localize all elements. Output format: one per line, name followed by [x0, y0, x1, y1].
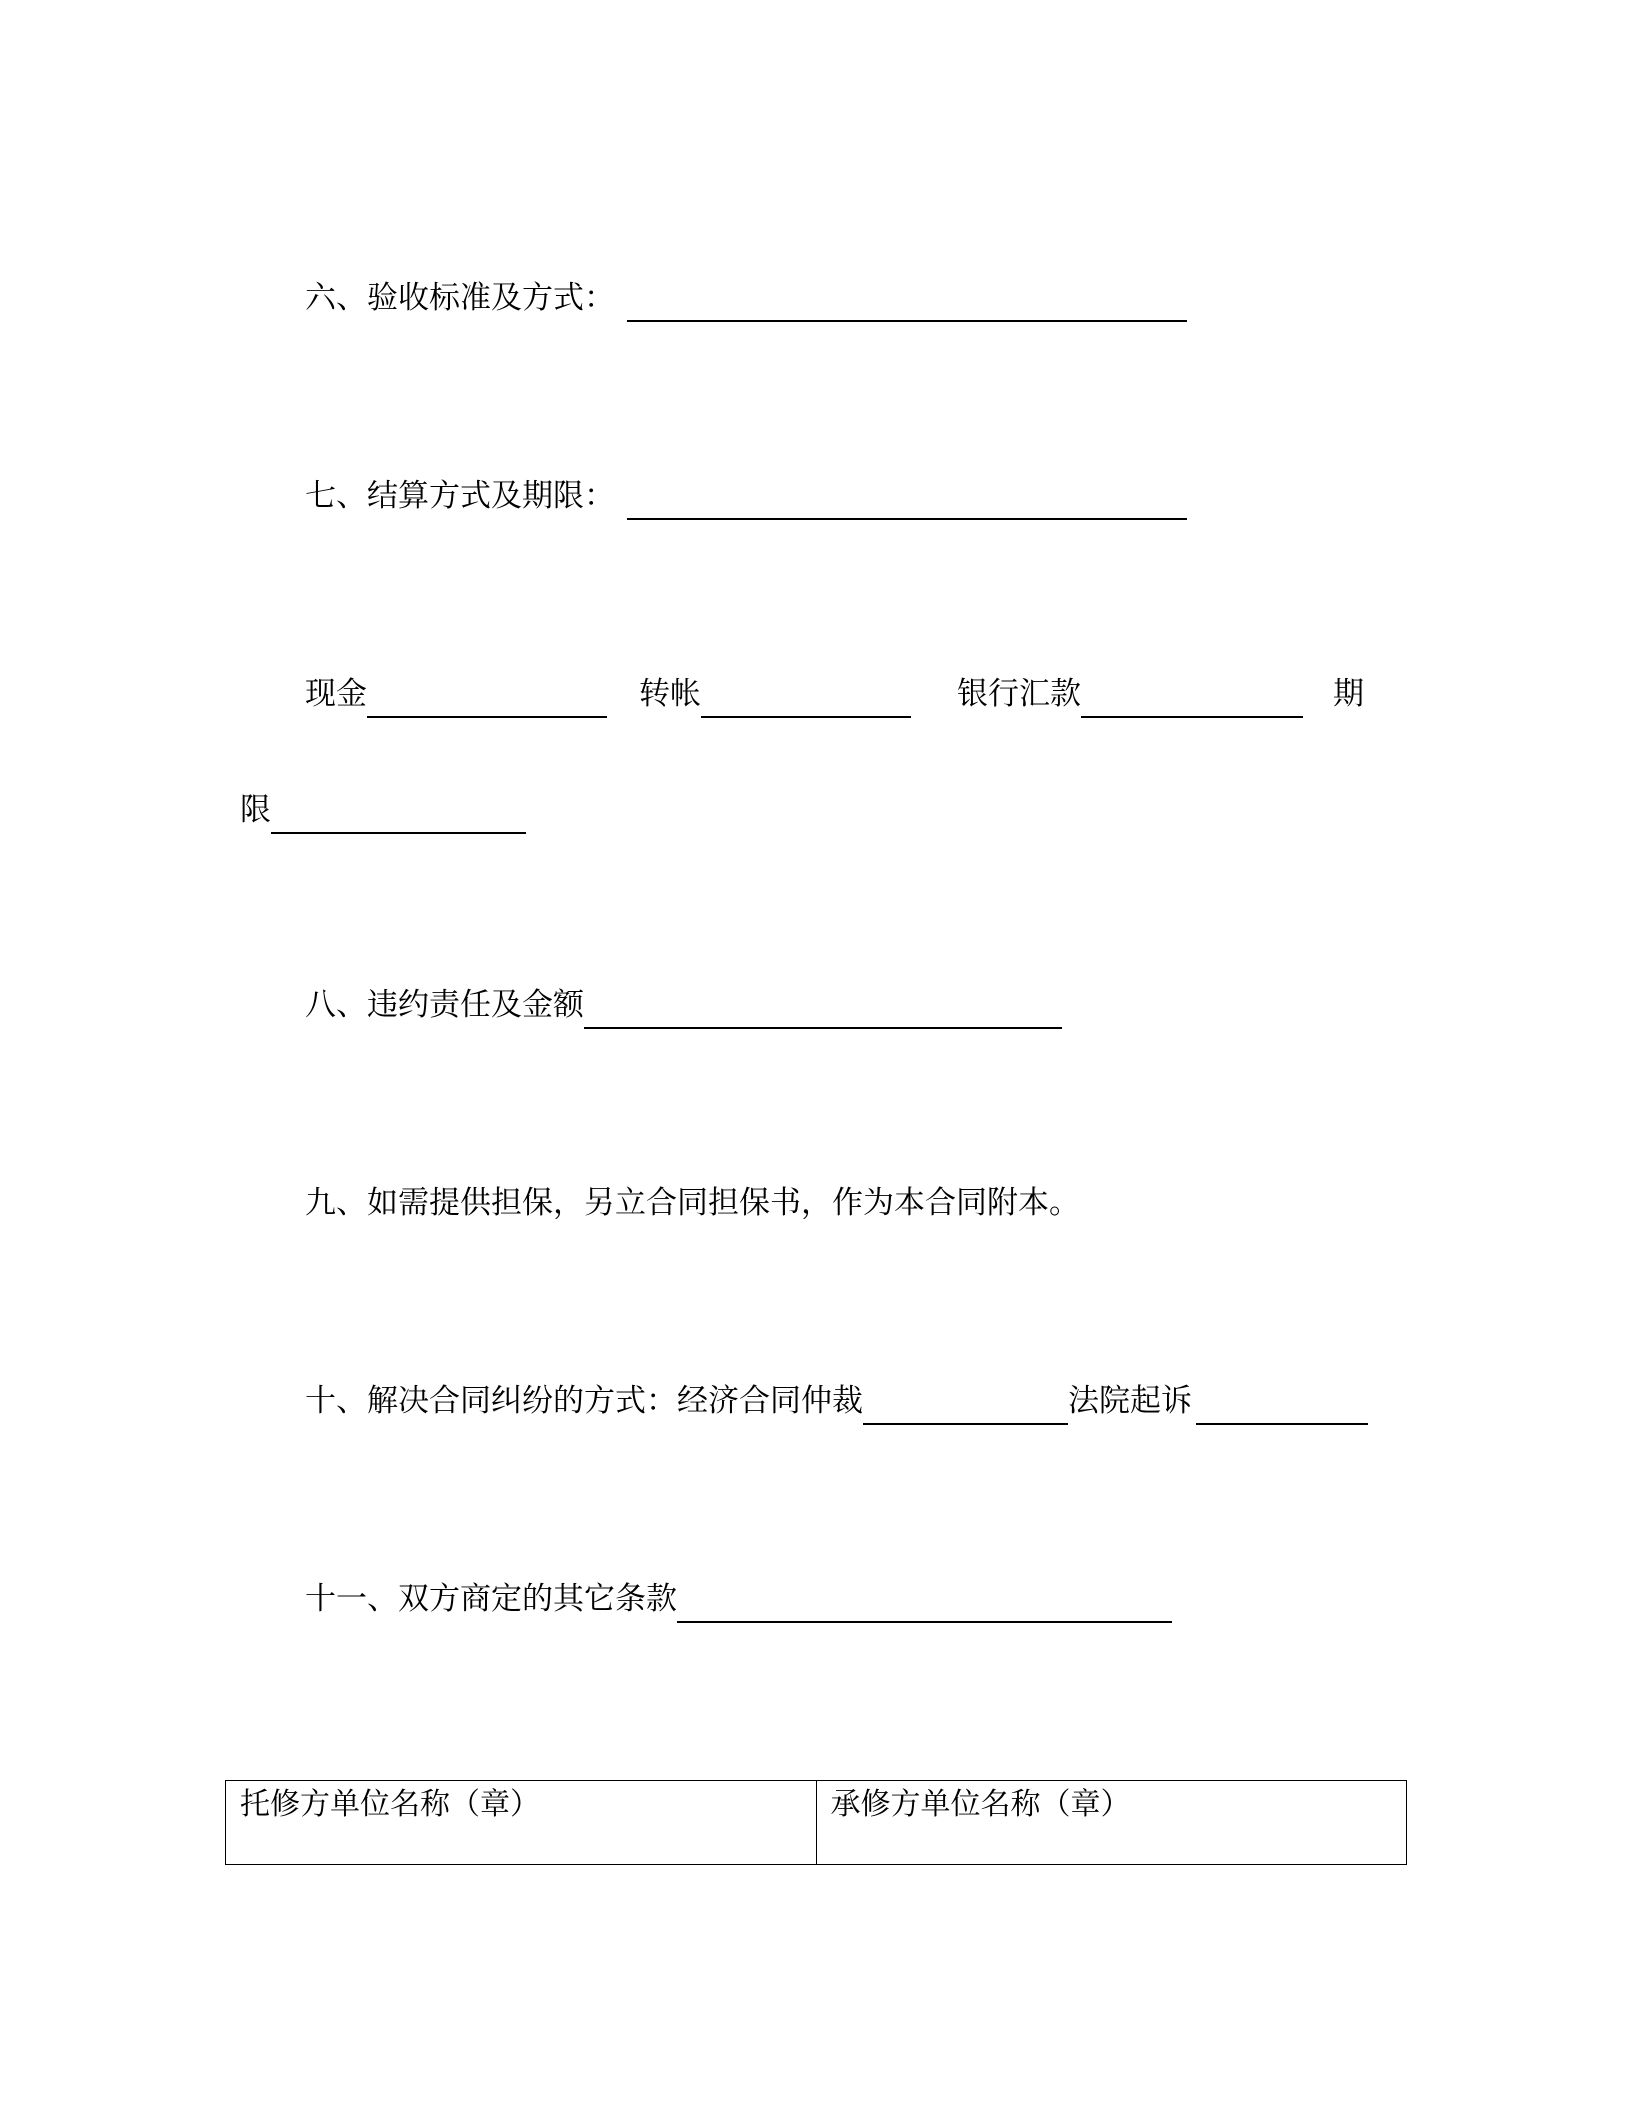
- signature-table: [225, 1780, 1407, 1865]
- bank-draft-label: 银行汇款: [957, 676, 1081, 712]
- cash-label: 现金: [305, 676, 367, 712]
- client-unit-cell[interactable]: [226, 1781, 816, 1864]
- clause-seven-blank[interactable]: [627, 488, 1187, 520]
- clause-eleven: [305, 1579, 1172, 1619]
- contractor-unit-cell[interactable]: [816, 1781, 1407, 1864]
- clause-ten-label: 十、解决合同纠纷的方式：经济合同仲裁: [305, 1383, 863, 1419]
- clause-six: [305, 278, 1187, 318]
- cash-blank[interactable]: [367, 686, 607, 718]
- clause-eight: [305, 985, 1062, 1025]
- term-blank[interactable]: [271, 802, 526, 834]
- court-blank[interactable]: [1196, 1393, 1368, 1425]
- arbitration-blank[interactable]: [863, 1393, 1068, 1425]
- payment-term: [240, 790, 526, 830]
- clause-eleven-blank[interactable]: [677, 1591, 1172, 1623]
- clause-six-blank[interactable]: [627, 290, 1187, 322]
- payment-methods: [305, 674, 1364, 714]
- clause-six-label: 六、验收标准及方式：: [305, 280, 615, 316]
- clause-nine: [305, 1183, 1080, 1223]
- clause-eleven-label: 十一、双方商定的其它条款: [305, 1581, 677, 1617]
- contractor-unit-label: 承修方单位名称（章）: [830, 1787, 1131, 1822]
- clause-ten: [305, 1381, 1368, 1421]
- clause-seven: [305, 476, 1187, 516]
- clause-eight-blank[interactable]: [584, 997, 1062, 1029]
- clause-eight-label: 八、违约责任及金额: [305, 987, 584, 1023]
- client-unit-label: 托修方单位名称（章）: [240, 1787, 540, 1822]
- court-label: 法院起诉: [1068, 1383, 1192, 1419]
- term-label-part2: 限: [240, 792, 271, 828]
- transfer-label: 转帐: [639, 676, 701, 712]
- bank-draft-blank[interactable]: [1081, 686, 1303, 718]
- transfer-blank[interactable]: [701, 686, 911, 718]
- clause-nine-text: 九、如需提供担保，另立合同担保书，作为本合同附本。: [305, 1185, 1080, 1221]
- term-label-part1: 期: [1333, 676, 1364, 712]
- clause-seven-label: 七、结算方式及期限：: [305, 478, 615, 514]
